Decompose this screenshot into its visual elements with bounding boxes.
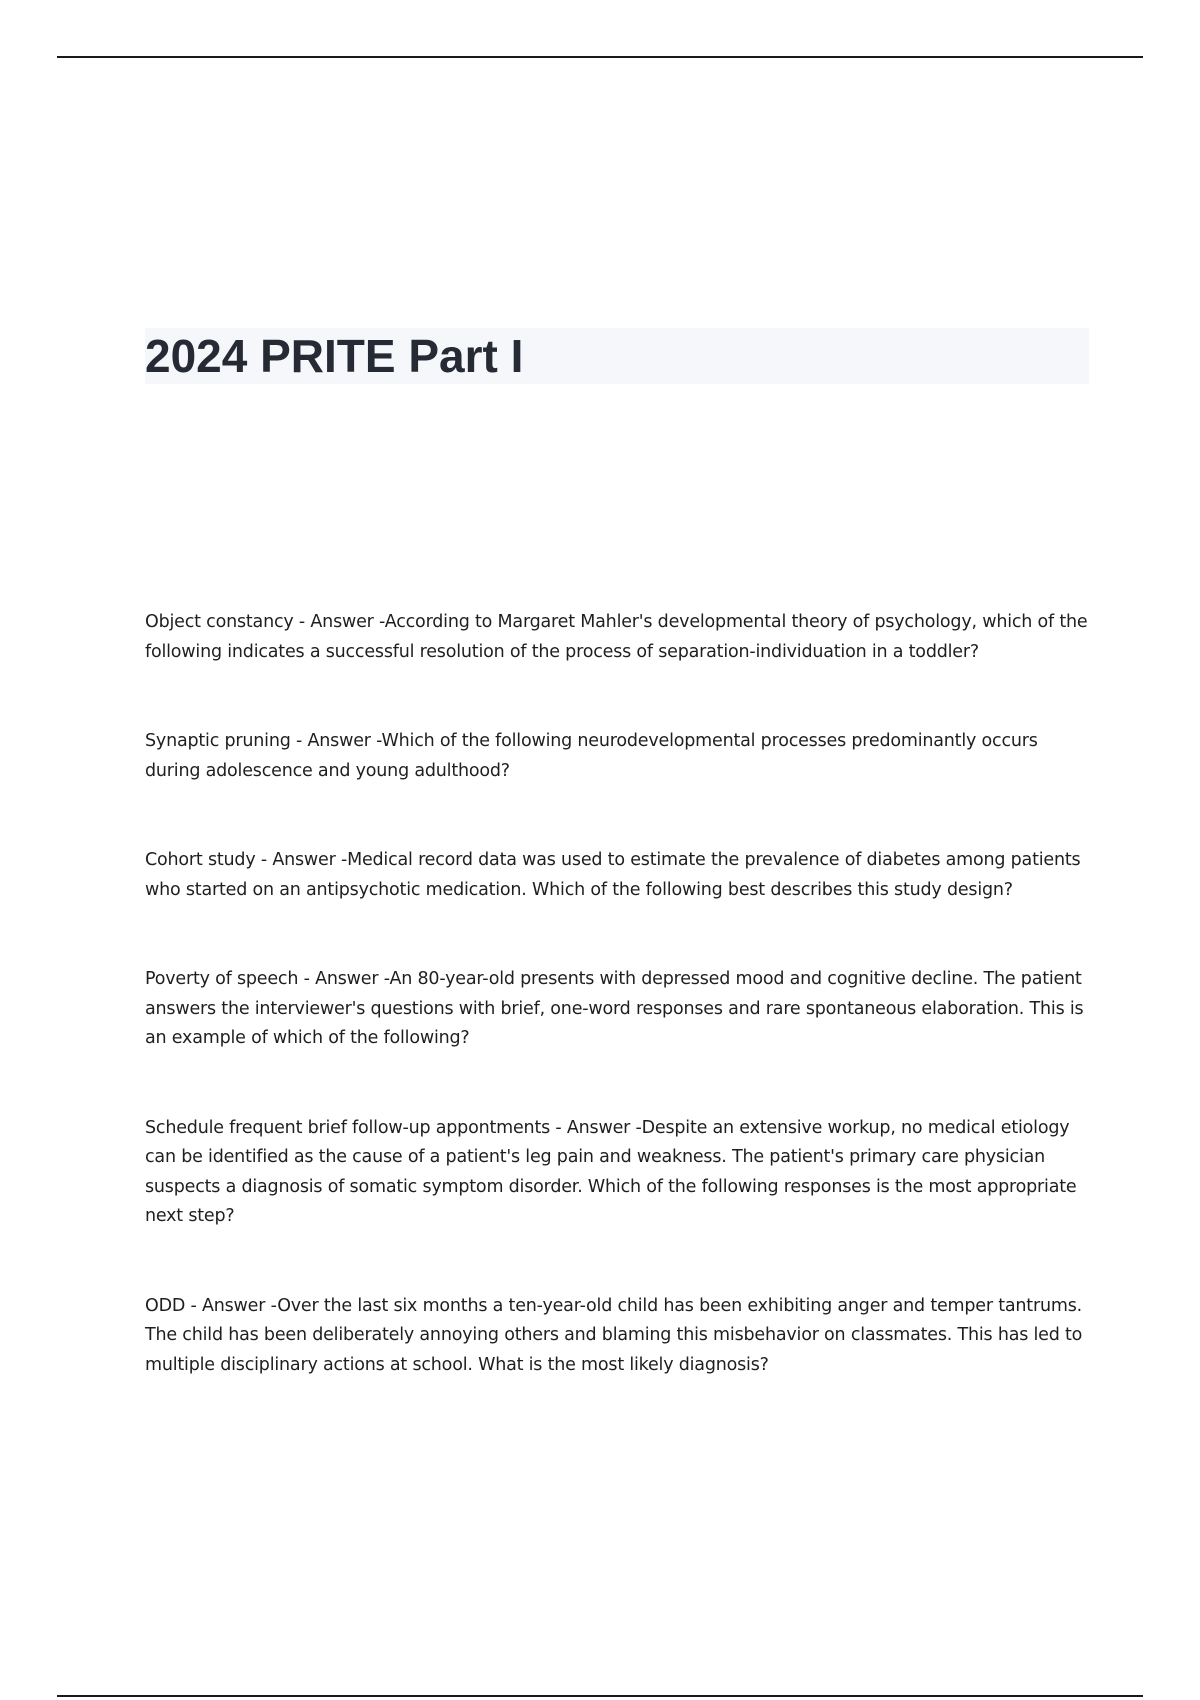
qa-question: An 80-year-old presents with depressed mood and cognitive decline. The patient answers the interviewer's questions with brief, one-word responses and rare spontaneous elaboration. This is an example of which of the following? — [145, 969, 1084, 1048]
qa-question: Despite an extensive workup, no medical etiology can be identified as the cause of a patient's leg pain and weakness. The patient's primary care physician suspects a diagnosis of somatic symptom disorder. Which of the following responses is the most appropriate next step? — [145, 1117, 1077, 1226]
qa-question: According to Margaret Mahler's developmental theory of psychology, which of the following indicates a successful resolution of the process of separation-individuation in a toddler? — [145, 612, 1088, 662]
qa-list — [145, 608, 1095, 1380]
qa-separator: - Answer - — [293, 612, 385, 632]
qa-separator: - Answer - — [255, 850, 348, 870]
bottom-divider — [57, 1695, 1143, 1697]
qa-separator: - Answer - — [550, 1117, 642, 1138]
qa-separator: - Answer - — [298, 969, 390, 989]
qa-question: Medical record data was used to estimate the prevalence of diabetes among patients who started on an antipsychotic medication. Which of the following best describes this study design? — [145, 850, 1081, 900]
qa-separator: - Answer - — [290, 731, 382, 751]
qa-item-5 — [145, 1114, 1095, 1232]
qa-item-2 — [145, 727, 1095, 786]
qa-item-6 — [145, 1292, 1095, 1381]
qa-question: Over the last six months a ten-year-old child has been exhibiting anger and temper tantrums. The child has been deliberately annoying others and blaming this misbehavior on classmates. This has led to multiple disciplinary actions at school. What is the most likely diagnosis? — [145, 1295, 1083, 1375]
qa-question: Which of the following neurodevelopmental processes predominantly occurs during adolescence and young adulthood? — [145, 731, 1038, 781]
qa-answer: ODD — [145, 1295, 186, 1316]
qa-answer: Synaptic pruning — [145, 731, 291, 751]
qa-item-3 — [145, 846, 1095, 905]
qa-answer: Poverty of speech — [145, 969, 299, 989]
qa-separator: - Answer - — [185, 1295, 278, 1316]
qa-answer: Schedule frequent brief follow-up appontments — [145, 1117, 551, 1138]
qa-item-1 — [145, 608, 1095, 667]
qa-item-4 — [145, 965, 1095, 1054]
qa-answer: Object constancy — [145, 612, 294, 632]
top-divider — [57, 56, 1143, 58]
document-title: 2024 PRITE Part I — [145, 330, 524, 382]
qa-answer: Cohort study — [145, 850, 256, 870]
